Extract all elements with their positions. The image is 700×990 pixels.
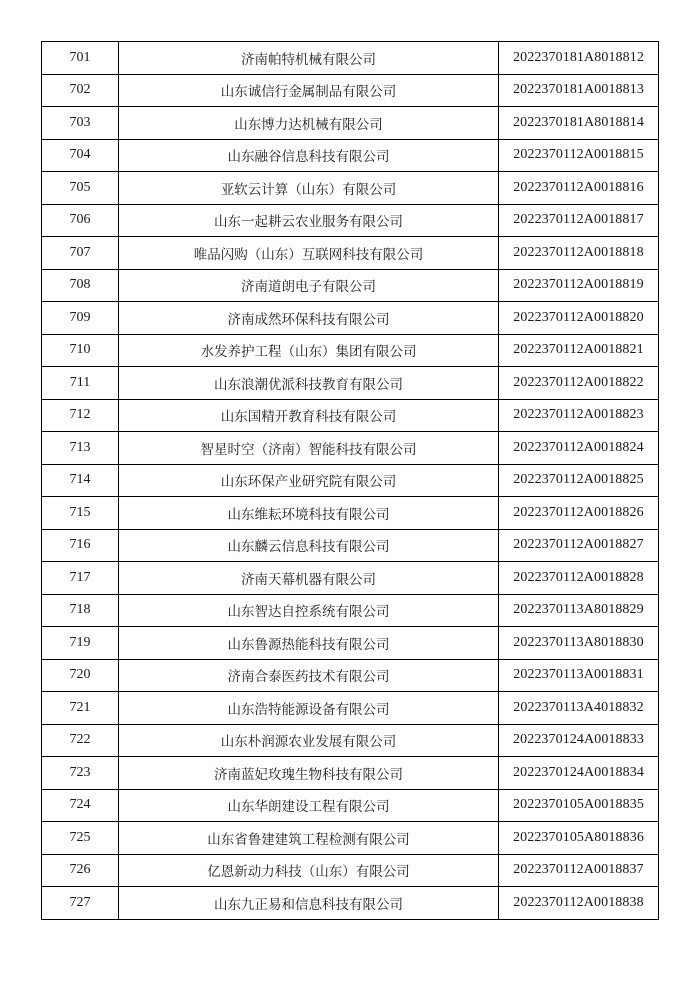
company-name-cell: 山东麟云信息科技有限公司 [119,529,499,562]
table-row [42,692,659,725]
registration-code-cell: 2022370181A0018813 [499,74,659,107]
company-name-cell: 水发养护工程（山东）集团有限公司 [119,334,499,367]
company-name-cell: 智星时空（济南）智能科技有限公司 [119,432,499,465]
registration-code-cell: 2022370112A0018819 [499,269,659,302]
row-number-cell: 708 [42,269,119,302]
row-number-cell: 727 [42,887,119,920]
company-name-cell: 山东诚信行金属制品有限公司 [119,74,499,107]
table-row [42,724,659,757]
registration-code-cell: 2022370112A0018828 [499,562,659,595]
table-row [42,302,659,335]
row-number-cell: 703 [42,107,119,140]
row-number-cell: 701 [42,42,119,75]
table-row [42,659,659,692]
registration-code-cell: 2022370181A8018814 [499,107,659,140]
registration-code-cell: 2022370112A0018818 [499,237,659,270]
company-name-cell: 济南道朗电子有限公司 [119,269,499,302]
company-name-cell: 山东融谷信息科技有限公司 [119,139,499,172]
row-number-cell: 706 [42,204,119,237]
registration-code-cell: 2022370112A0018827 [499,529,659,562]
row-number-cell: 725 [42,822,119,855]
row-number-cell: 719 [42,627,119,660]
table-row [42,432,659,465]
table-row [42,399,659,432]
table-row [42,237,659,270]
row-number-cell: 707 [42,237,119,270]
company-name-cell: 山东九正易和信息科技有限公司 [119,887,499,920]
row-number-cell: 717 [42,562,119,595]
table-row [42,139,659,172]
table-row [42,562,659,595]
table-row [42,464,659,497]
row-number-cell: 713 [42,432,119,465]
company-name-cell: 济南合泰医药技术有限公司 [119,659,499,692]
registration-code-cell: 2022370112A0018816 [499,172,659,205]
table-row [42,757,659,790]
company-name-cell: 唯品闪购（山东）互联网科技有限公司 [119,237,499,270]
row-number-cell: 724 [42,789,119,822]
registration-code-cell: 2022370113A4018832 [499,692,659,725]
table-row [42,172,659,205]
row-number-cell: 711 [42,367,119,400]
company-name-cell: 山东华朗建设工程有限公司 [119,789,499,822]
registration-code-cell: 2022370112A0018820 [499,302,659,335]
table-row [42,854,659,887]
table-body [42,42,659,920]
company-name-cell: 亿恩新动力科技（山东）有限公司 [119,854,499,887]
registration-code-cell: 2022370105A8018836 [499,822,659,855]
registration-code-cell: 2022370112A0018838 [499,887,659,920]
row-number-cell: 718 [42,594,119,627]
registration-code-cell: 2022370113A0018831 [499,659,659,692]
company-name-cell: 山东环保产业研究院有限公司 [119,464,499,497]
table-row [42,269,659,302]
company-name-cell: 济南蓝妃玫瑰生物科技有限公司 [119,757,499,790]
company-name-cell: 济南天幕机器有限公司 [119,562,499,595]
table-row [42,887,659,920]
table-row [42,789,659,822]
registration-code-cell: 2022370112A0018823 [499,399,659,432]
row-number-cell: 723 [42,757,119,790]
row-number-cell: 721 [42,692,119,725]
company-name-cell: 山东国精开教育科技有限公司 [119,399,499,432]
table-row [42,334,659,367]
row-number-cell: 704 [42,139,119,172]
registration-code-cell: 2022370112A0018824 [499,432,659,465]
company-name-cell: 山东浪潮优派科技教育有限公司 [119,367,499,400]
table-row [42,627,659,660]
table-row [42,74,659,107]
row-number-cell: 710 [42,334,119,367]
company-name-cell: 山东鲁源热能科技有限公司 [119,627,499,660]
table-row [42,107,659,140]
company-name-cell: 济南帕特机械有限公司 [119,42,499,75]
company-name-cell: 山东博力达机械有限公司 [119,107,499,140]
row-number-cell: 709 [42,302,119,335]
row-number-cell: 720 [42,659,119,692]
row-number-cell: 705 [42,172,119,205]
registration-code-cell: 2022370124A0018834 [499,757,659,790]
table-row [42,204,659,237]
registration-code-cell: 2022370112A0018822 [499,367,659,400]
registration-code-cell: 2022370112A0018817 [499,204,659,237]
registration-code-cell: 2022370113A8018830 [499,627,659,660]
table-row [42,42,659,75]
company-name-cell: 济南成然环保科技有限公司 [119,302,499,335]
company-list-table [41,41,659,920]
company-name-cell: 山东一起耕云农业服务有限公司 [119,204,499,237]
registration-code-cell: 2022370105A0018835 [499,789,659,822]
table-row [42,367,659,400]
registration-code-cell: 2022370112A0018825 [499,464,659,497]
company-name-cell: 山东朴润源农业发展有限公司 [119,724,499,757]
row-number-cell: 722 [42,724,119,757]
registration-code-cell: 2022370113A8018829 [499,594,659,627]
company-name-cell: 山东维耘环境科技有限公司 [119,497,499,530]
table-row [42,822,659,855]
table-row [42,594,659,627]
row-number-cell: 726 [42,854,119,887]
row-number-cell: 714 [42,464,119,497]
table-row [42,497,659,530]
row-number-cell: 716 [42,529,119,562]
registration-code-cell: 2022370181A8018812 [499,42,659,75]
table-row [42,529,659,562]
registration-code-cell: 2022370112A0018821 [499,334,659,367]
row-number-cell: 715 [42,497,119,530]
company-name-cell: 山东浩特能源设备有限公司 [119,692,499,725]
registration-code-cell: 2022370112A0018837 [499,854,659,887]
company-name-cell: 山东智达自控系统有限公司 [119,594,499,627]
company-name-cell: 山东省鲁建建筑工程检测有限公司 [119,822,499,855]
row-number-cell: 702 [42,74,119,107]
company-name-cell: 亚软云计算（山东）有限公司 [119,172,499,205]
registration-code-cell: 2022370112A0018815 [499,139,659,172]
row-number-cell: 712 [42,399,119,432]
registration-code-cell: 2022370112A0018826 [499,497,659,530]
registration-code-cell: 2022370124A0018833 [499,724,659,757]
